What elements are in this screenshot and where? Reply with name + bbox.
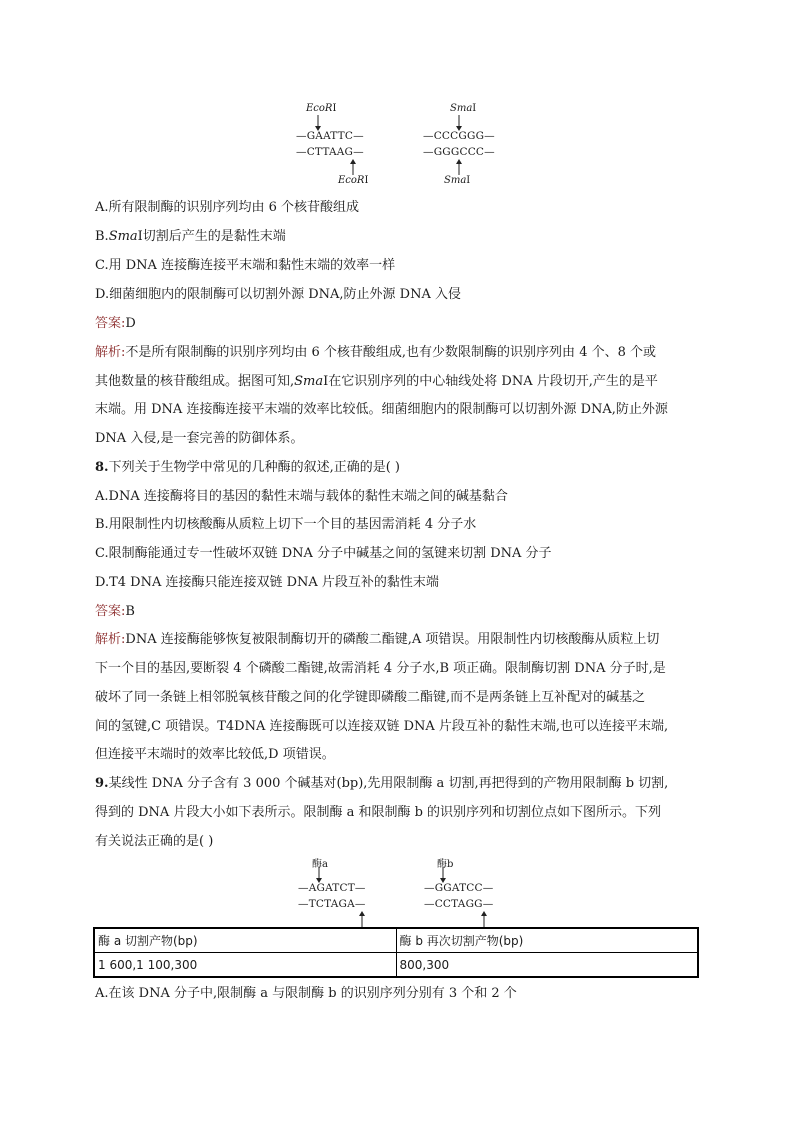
ecori-bottom-label: EcoRⅠ	[338, 175, 369, 186]
smai-seq-bottom: —GGGCCC—	[423, 146, 495, 158]
q7-option-d: D.细菌细胞内的限制酶可以切割外源 DNA,防止外源 DNA 入侵	[95, 287, 461, 302]
ecori-top-label: EcoRⅠ	[306, 103, 337, 114]
q8-option-c: C.限制酶能通过专一性破坏双链 DNA 分子中碱基之间的氢键来切割 DNA 分子	[95, 546, 552, 561]
q9-stem-line-1: 9.某线性 DNA 分子含有 3 000 个碱基对(bp),先用限制酶 a 切割,再把得到的产物用限制酶 b 切割,	[95, 776, 669, 791]
enzyme-a-label: 酶a	[312, 859, 328, 870]
q9-stem-line-2: 得到的 DNA 片段大小如下表所示。限制酶 a 和限制酶 b 的识别序列和切割位点如下图所示。下列	[95, 805, 662, 820]
enzyme-a-bottom-arrow	[358, 910, 366, 927]
enzyme-b-label: 酶b	[437, 859, 454, 870]
smai-seq-top: —CCCGGG—	[423, 130, 495, 142]
q8-option-a: A.DNA 连接酶将目的基因的黏性末端与载体的黏性末端之间的碱基黏合	[95, 489, 508, 504]
q8-answer: 答案:B	[95, 604, 135, 619]
q8-option-d: D.T4 DNA 连接酶只能连接双链 DNA 片段互补的黏性末端	[95, 575, 439, 590]
table-row	[94, 953, 698, 978]
enzyme-b-seq-top: —GGATCC—	[424, 882, 494, 894]
q9-stem-line-3: 有关说法正确的是( )	[95, 834, 214, 849]
table-header-cell: 酶 b 再次切割产物(bp)	[396, 928, 698, 953]
q7-analysis-line-1: 解析:不是所有限制酶的识别序列均由 6 个核苷酸组成,也有少数限制酶的识别序列由 4 个、8 个或	[95, 345, 656, 360]
smai-bottom-label: SmaⅠ	[444, 175, 471, 186]
q7-option-c: C.用 DNA 连接酶连接平末端和黏性末端的效率一样	[95, 258, 396, 273]
smai-top-label: SmaⅠ	[450, 103, 477, 114]
q7-analysis-line-2: 其他数量的核苷酸组成。据图可知,SmaⅠ在它识别序列的中心轴线处将 DNA 片段切开,产生的是平	[95, 374, 658, 389]
q8-option-b: B.用限制性内切核酸酶从质粒上切下一个目的基因需消耗 4 分子水	[95, 517, 477, 532]
q8-analysis-line-3: 破坏了同一条链上相邻脱氧核苷酸之间的化学键即磷酸二酯键,而不是两条链上互补配对的碱基之	[95, 690, 646, 705]
enzyme-b-seq-bottom: —CCTAGG—	[424, 898, 494, 910]
table-header-row	[94, 928, 698, 953]
table-cell: 1 600,1 100,300	[94, 953, 396, 978]
cut-products-table	[93, 927, 699, 978]
q7-answer: 答案:D	[95, 316, 136, 331]
q8-stem: 8.下列关于生物学中常见的几种酶的叙述,正确的是( )	[95, 460, 400, 475]
ecori-seq-top: —GAATTC—	[296, 130, 364, 142]
table-cell: 800,300	[396, 953, 698, 978]
q8-analysis-line-1: 解析:DNA 连接酶能够恢复被限制酶切开的磷酸二酯键,A 项错误。用限制性内切核酸酶从质粒上切	[95, 632, 660, 647]
q8-analysis-line-5: 但连接平末端时的效率比较低,D 项错误。	[95, 747, 335, 762]
q7-option-b: B.SmaⅠ切割后产生的是黏性末端	[95, 229, 286, 244]
q7-analysis-line-3: 末端。用 DNA 连接酶连接平末端的效率比较低。细菌细胞内的限制酶可以切割外源 DNA,防止外源	[95, 402, 668, 417]
q7-option-a: A.所有限制酶的识别序列均由 6 个核苷酸组成	[95, 200, 360, 215]
q9-option-a: A.在该 DNA 分子中,限制酶 a 与限制酶 b 的识别序列分别有 3 个和 2 个	[95, 986, 517, 1001]
q8-analysis-line-2: 下一个目的基因,要断裂 4 个磷酸二酯键,故需消耗 4 分子水,B 项正确。限制酶切割 DNA 分子时,是	[95, 661, 666, 676]
enzyme-a-seq-top: —AGATCT—	[298, 882, 366, 894]
table-header-cell: 酶 a 切割产物(bp)	[94, 928, 396, 953]
enzyme-b-bottom-arrow	[480, 910, 488, 927]
enzyme-a-seq-bottom: —TCTAGA—	[298, 898, 366, 910]
ecori-seq-bottom: —CTTAAG—	[296, 146, 364, 158]
q8-analysis-line-4: 间的氢键,C 项错误。T4DNA 连接酶既可以连接双链 DNA 片段互补的黏性末端,也可以连接平末端,	[95, 719, 669, 734]
q7-analysis-line-4: DNA 入侵,是一套完善的防御体系。	[95, 431, 304, 446]
